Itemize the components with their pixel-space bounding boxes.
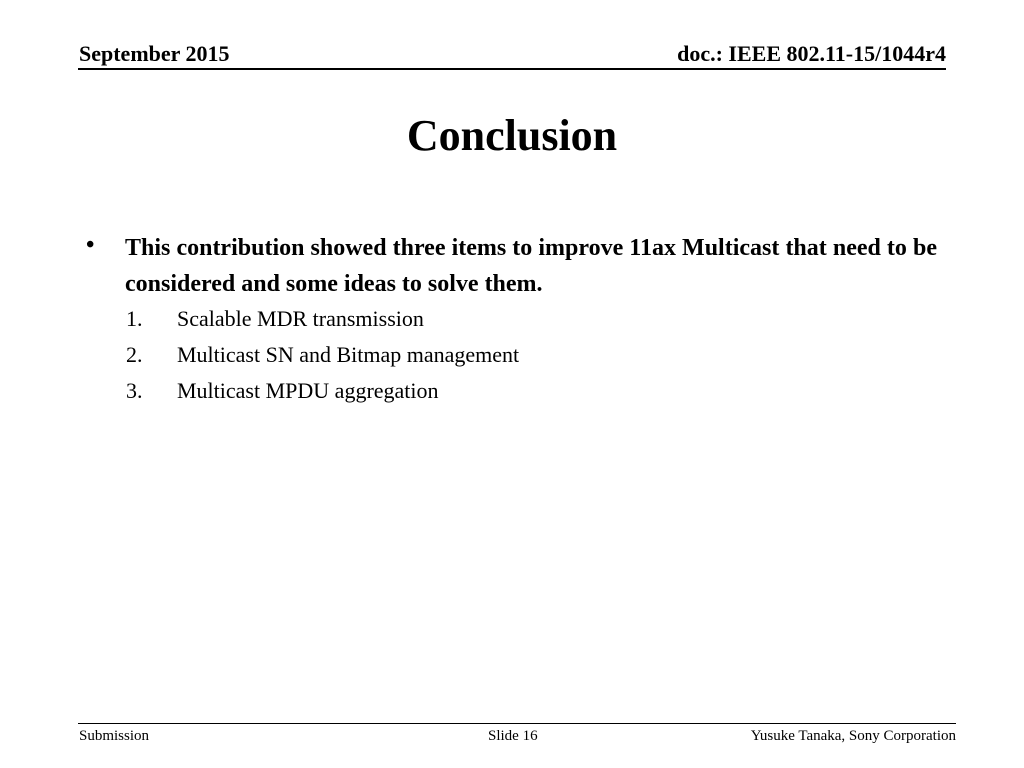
list-item-number: 1. bbox=[126, 306, 143, 331]
header-doc-id: doc.: IEEE 802.11-15/1044r4 bbox=[677, 41, 946, 66]
footer-submission: Submission bbox=[79, 728, 150, 744]
list-item-text: Multicast SN and Bitmap management bbox=[177, 342, 520, 367]
list-item bbox=[126, 342, 519, 368]
bullet-text: This contribution showed three items to improve 11ax Multicast that need to be considered and some ideas to solve them. bbox=[125, 235, 937, 297]
bullet-marker: • bbox=[86, 232, 95, 258]
header-divider bbox=[78, 68, 946, 70]
footer-slide-number: Slide 16 bbox=[488, 728, 538, 744]
list-item-number: 3. bbox=[126, 378, 143, 403]
header-date: September 2015 bbox=[79, 41, 230, 66]
footer-author: Yusuke Tanaka, Sony Corporation bbox=[750, 728, 956, 744]
list-item bbox=[126, 378, 439, 404]
list-item bbox=[126, 306, 424, 332]
list-item-number: 2. bbox=[126, 342, 143, 367]
list-item-text: Scalable MDR transmission bbox=[177, 306, 424, 331]
list-item-text: Multicast MPDU aggregation bbox=[177, 378, 439, 403]
footer-divider bbox=[78, 723, 956, 724]
slide-title: Conclusion bbox=[406, 111, 618, 160]
